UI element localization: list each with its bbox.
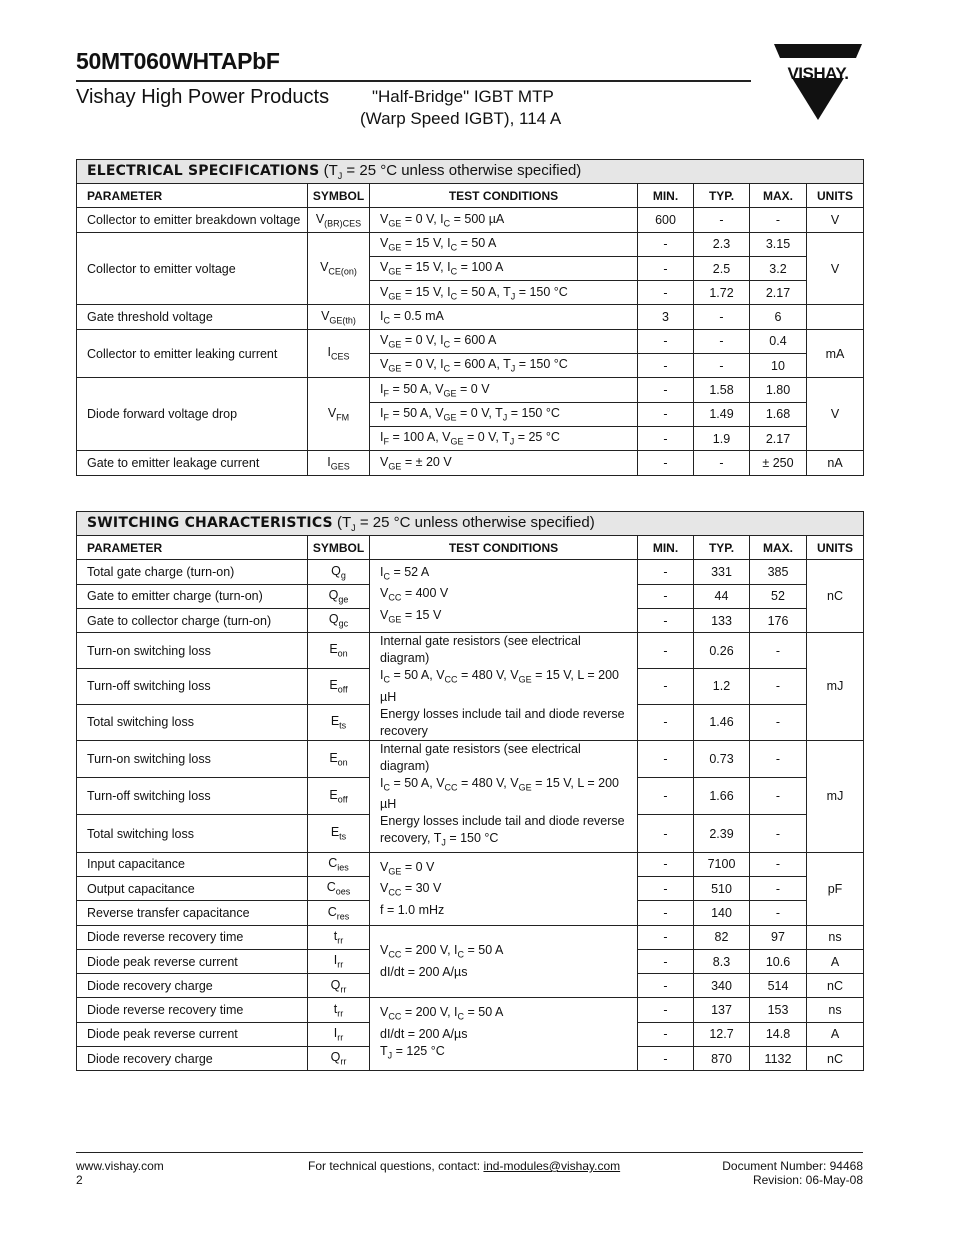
table-row [77, 852, 864, 876]
unit-cell: nC [807, 560, 864, 633]
col-header-min: MIN. [638, 536, 694, 560]
col-header-parameter: PARAMETER [77, 536, 308, 560]
param-cell: Diode forward voltage drop [77, 378, 308, 451]
min-cell: - [638, 402, 694, 426]
symbol-cell: $t_{rr}$ [308, 925, 370, 949]
typ-cell: 0.73 [694, 740, 750, 777]
max-cell: - [750, 876, 807, 900]
footer-revision: Revision: 06-May-08 [752, 1173, 863, 1187]
table-row [77, 378, 864, 402]
condition-line: f = 1.0 mHz [380, 902, 445, 917]
symbol-cell: $V_{FM}$ [308, 378, 370, 451]
table-row [77, 305, 864, 329]
symbol-cell: $C_{oes}$ [308, 876, 370, 900]
condition-cell: $V_{GE} = 0$ V, $I_C = 500$ µA [370, 208, 638, 232]
typ-cell: 12.7 [694, 1022, 750, 1046]
min-cell: - [638, 778, 694, 815]
subtitle-line-1: "Half-Bridge" IGBT MTP [372, 87, 554, 106]
table-condition: = 25 °C unless otherwise specified) [346, 162, 582, 179]
footer-contact-prefix: For technical questions, contact: [308, 1159, 481, 1173]
typ-cell: 7100 [694, 852, 750, 876]
min-cell: - [638, 329, 694, 353]
max-cell: 514 [750, 974, 807, 998]
min-cell: - [638, 378, 694, 402]
symbol-cell: $Q_{rr}$ [308, 1047, 370, 1071]
condition-cell: $V_{GE} = 0$ V $V_{CC} = 30$ V f = 1.0 mHz [370, 852, 638, 925]
footer-rule [76, 1152, 863, 1153]
condition-line: Energy losses include tail and diode reverse [380, 814, 625, 829]
typ-cell: 2.3 [694, 232, 750, 256]
unit-cell: mJ [807, 633, 864, 741]
unit-cell: mJ [807, 740, 864, 852]
max-cell: - [750, 901, 807, 925]
condition-cell: $V_{GE} = 15$ V, $I_C = 50$ A [370, 232, 638, 256]
min-cell: - [638, 584, 694, 608]
typ-cell: 137 [694, 998, 750, 1022]
min-cell: - [638, 974, 694, 998]
col-header-max: MAX. [750, 536, 807, 560]
max-cell: - [750, 778, 807, 815]
max-cell: 2.17 [750, 281, 807, 305]
symbol-cell: $V_{CE(on)}$ [308, 232, 370, 305]
table-caption: ELECTRICAL SPECIFICATIONS ($T_J = 25$ °C unless otherwise specified) [77, 160, 864, 184]
condition-line: dI/dt = 200 A/µs [380, 964, 468, 979]
table-caption-row [77, 512, 864, 536]
max-cell: 1132 [750, 1047, 807, 1071]
condition-cell: $I_C = 52$ A $V_{CC} = 400$ V $V_{GE} = 15$ V [370, 560, 638, 633]
max-cell: 3.2 [750, 256, 807, 280]
min-cell: - [638, 901, 694, 925]
footer-document-number: Document Number: 94468 [722, 1159, 863, 1173]
max-cell: 1.68 [750, 402, 807, 426]
col-header-test-conditions: TEST CONDITIONS [370, 184, 638, 208]
min-cell: - [638, 669, 694, 705]
symbol-cell: $E_{ts}$ [308, 704, 370, 740]
min-cell: - [638, 354, 694, 378]
brand-line: Vishay High Power Products [76, 86, 330, 108]
condition-line: Energy losses include tail and diode reverse [380, 706, 625, 721]
max-cell: 3.15 [750, 232, 807, 256]
param-cell: Diode recovery charge [77, 974, 308, 998]
document-subtitle [360, 86, 561, 130]
table-header-row [77, 184, 864, 208]
condition-cell: $V_{GE} = 0$ V, $I_C = 600$ A, $T_J = 150$ °C [370, 354, 638, 378]
table-title: ELECTRICAL SPECIFICATIONS [87, 163, 320, 179]
typ-cell: - [694, 305, 750, 329]
unit-cell: ns [807, 998, 864, 1022]
typ-cell: 140 [694, 901, 750, 925]
param-cell: Diode peak reverse current [77, 949, 308, 973]
table-row [77, 232, 864, 256]
condition-cell: $I_C = 0.5$ mA [370, 305, 638, 329]
symbol-cell: $I_{rr}$ [308, 949, 370, 973]
table-row [77, 925, 864, 949]
param-cell: Diode reverse recovery time [77, 925, 308, 949]
min-cell: 600 [638, 208, 694, 232]
param-cell: Turn-off switching loss [77, 778, 308, 815]
vishay-logo [770, 44, 866, 120]
condition-line: Internal gate resistors (see electrical diagram) [380, 634, 581, 666]
condition-line: Internal gate resistors (see electrical diagram) [380, 741, 581, 773]
typ-cell: 1.58 [694, 378, 750, 402]
min-cell: 3 [638, 305, 694, 329]
max-cell: 385 [750, 560, 807, 584]
unit-cell [807, 305, 864, 329]
table-row [77, 329, 864, 353]
typ-cell: 8.3 [694, 949, 750, 973]
max-cell: - [750, 208, 807, 232]
table-row [77, 633, 864, 669]
min-cell: - [638, 232, 694, 256]
unit-cell: ns [807, 925, 864, 949]
symbol-cell: $Q_{rr}$ [308, 974, 370, 998]
min-cell: - [638, 1022, 694, 1046]
min-cell: - [638, 704, 694, 740]
table-row [77, 740, 864, 777]
param-cell: Diode recovery charge [77, 1047, 308, 1071]
min-cell: - [638, 608, 694, 632]
max-cell: 176 [750, 608, 807, 632]
param-cell: Total gate charge (turn-on) [77, 560, 308, 584]
col-header-symbol: SYMBOL [308, 184, 370, 208]
symbol-cell: $Q_{ge}$ [308, 584, 370, 608]
unit-cell: V [807, 208, 864, 232]
max-cell: - [750, 669, 807, 705]
condition-line: recovery [380, 723, 428, 738]
min-cell: - [638, 876, 694, 900]
symbol-cell: $t_{rr}$ [308, 998, 370, 1022]
typ-cell: 1.2 [694, 669, 750, 705]
min-cell: - [638, 740, 694, 777]
symbol-cell: $E_{on}$ [308, 633, 370, 669]
typ-cell: 331 [694, 560, 750, 584]
max-cell: 0.4 [750, 329, 807, 353]
param-cell: Gate to emitter leakage current [77, 451, 308, 475]
param-cell: Input capacitance [77, 852, 308, 876]
header-rule [76, 80, 751, 82]
min-cell: - [638, 560, 694, 584]
unit-cell: pF [807, 852, 864, 925]
symbol-cell: $I_{rr}$ [308, 1022, 370, 1046]
table-caption-row [77, 160, 864, 184]
typ-cell: - [694, 451, 750, 475]
condition-cell: $V_{GE} = 0$ V, $I_C = 600$ A [370, 329, 638, 353]
symbol-cell: $E_{ts}$ [308, 815, 370, 852]
col-header-min: MIN. [638, 184, 694, 208]
min-cell: - [638, 949, 694, 973]
col-header-units: UNITS [807, 536, 864, 560]
table-caption: SWITCHING CHARACTERISTICS ($T_J = 25$ °C unless otherwise specified) [77, 512, 864, 536]
min-cell: - [638, 925, 694, 949]
max-cell: 10.6 [750, 949, 807, 973]
max-cell: 6 [750, 305, 807, 329]
switching-characteristics-table [76, 511, 864, 1071]
param-cell: Collector to emitter leaking current [77, 329, 308, 378]
typ-cell: 44 [694, 584, 750, 608]
param-cell: Collector to emitter voltage [77, 232, 308, 305]
table-condition: = 25 °C unless otherwise specified) [359, 514, 595, 531]
param-cell: Reverse transfer capacitance [77, 901, 308, 925]
param-cell: Diode peak reverse current [77, 1022, 308, 1046]
max-cell: 10 [750, 354, 807, 378]
table-row [77, 208, 864, 232]
min-cell: - [638, 815, 694, 852]
table-row [77, 560, 864, 584]
condition-cell: $I_F = 50$ A, $V_{GE} = 0$ V, $T_J = 150$ °C [370, 402, 638, 426]
symbol-cell: $Q_g$ [308, 560, 370, 584]
typ-cell: - [694, 354, 750, 378]
col-header-typ: TYP. [694, 536, 750, 560]
symbol-cell: $Q_{gc}$ [308, 608, 370, 632]
param-cell: Turn-on switching loss [77, 633, 308, 669]
param-cell: Turn-on switching loss [77, 740, 308, 777]
max-cell: - [750, 740, 807, 777]
condition-cell: $V_{GE} = 15$ V, $I_C = 100$ A [370, 256, 638, 280]
max-cell: 1.80 [750, 378, 807, 402]
min-cell: - [638, 426, 694, 450]
symbol-cell: $V_{(BR)CES}$ [308, 208, 370, 232]
min-cell: - [638, 633, 694, 669]
min-cell: - [638, 852, 694, 876]
param-cell: Gate threshold voltage [77, 305, 308, 329]
footer-contact [308, 1159, 620, 1173]
table-row [77, 451, 864, 475]
footer-website[interactable]: www.vishay.com [76, 1159, 164, 1173]
condition-cell: $I_F = 100$ A, $V_{GE} = 0$ V, $T_J = 25$ °C [370, 426, 638, 450]
unit-cell: nC [807, 1047, 864, 1071]
electrical-specifications-table [76, 159, 864, 476]
typ-cell: 0.26 [694, 633, 750, 669]
typ-cell: 133 [694, 608, 750, 632]
col-header-parameter: PARAMETER [77, 184, 308, 208]
symbol-cell: $I_{CES}$ [308, 329, 370, 378]
condition-cell: $V_{CC} = 200$ V, $I_C = 50$ A dI/dt = 200 A/µs $T_J = 125$ °C [370, 998, 638, 1071]
footer-page-number: 2 [76, 1173, 83, 1187]
symbol-cell: $E_{on}$ [308, 740, 370, 777]
typ-cell: 1.49 [694, 402, 750, 426]
symbol-cell: $C_{ies}$ [308, 852, 370, 876]
max-cell: - [750, 815, 807, 852]
param-cell: Gate to collector charge (turn-on) [77, 608, 308, 632]
param-cell: Diode reverse recovery time [77, 998, 308, 1022]
param-cell: Gate to emitter charge (turn-on) [77, 584, 308, 608]
unit-cell: A [807, 949, 864, 973]
typ-cell: 1.46 [694, 704, 750, 740]
typ-cell: 870 [694, 1047, 750, 1071]
max-cell: 14.8 [750, 1022, 807, 1046]
condition-cell: Internal gate resistors (see electrical diagram) $I_C = 50$ A, $V_{CC} = 480$ V, $V_{GE} = 15$ V, L = 200 µH Energy losses include tail and diode reverse recovery [370, 633, 638, 741]
unit-cell: A [807, 1022, 864, 1046]
part-number: 50MT060WHTAPbF [76, 48, 280, 74]
min-cell: - [638, 256, 694, 280]
logo-wordmark: VISHAY. [787, 64, 849, 83]
col-header-symbol: SYMBOL [308, 536, 370, 560]
typ-cell: 1.72 [694, 281, 750, 305]
col-header-test-conditions: TEST CONDITIONS [370, 536, 638, 560]
param-cell: Collector to emitter breakdown voltage [77, 208, 308, 232]
symbol-cell: $C_{res}$ [308, 901, 370, 925]
col-header-units: UNITS [807, 184, 864, 208]
max-cell: - [750, 633, 807, 669]
symbol-cell: $V_{GE(th)}$ [308, 305, 370, 329]
typ-cell: 1.66 [694, 778, 750, 815]
min-cell: - [638, 451, 694, 475]
symbol-cell: $I_{GES}$ [308, 451, 370, 475]
unit-cell: nC [807, 974, 864, 998]
min-cell: - [638, 998, 694, 1022]
typ-cell: 82 [694, 925, 750, 949]
condition-cell: $V_{CC} = 200$ V, $I_C = 50$ A dI/dt = 200 A/µs [370, 925, 638, 998]
typ-cell: - [694, 329, 750, 353]
footer-contact-email-link[interactable]: ind-modules@vishay.com [483, 1159, 621, 1173]
max-cell: ± 250 [750, 451, 807, 475]
symbol-cell: $E_{off}$ [308, 778, 370, 815]
col-header-typ: TYP. [694, 184, 750, 208]
typ-cell: 2.39 [694, 815, 750, 852]
typ-cell: 340 [694, 974, 750, 998]
max-cell: 52 [750, 584, 807, 608]
param-cell: Total switching loss [77, 704, 308, 740]
min-cell: - [638, 281, 694, 305]
max-cell: 97 [750, 925, 807, 949]
param-cell: Turn-off switching loss [77, 669, 308, 705]
typ-cell: 510 [694, 876, 750, 900]
typ-cell: 1.9 [694, 426, 750, 450]
condition-line: dI/dt = 200 A/µs [380, 1026, 468, 1041]
table-header-row [77, 536, 864, 560]
typ-cell: 2.5 [694, 256, 750, 280]
typ-cell: - [694, 208, 750, 232]
col-header-max: MAX. [750, 184, 807, 208]
subtitle-line-2: (Warp Speed IGBT), 114 A [360, 109, 562, 128]
param-cell: Total switching loss [77, 815, 308, 852]
table-row [77, 998, 864, 1022]
param-cell: Output capacitance [77, 876, 308, 900]
unit-cell: V [807, 378, 864, 451]
unit-cell: nA [807, 451, 864, 475]
min-cell: - [638, 1047, 694, 1071]
unit-cell: V [807, 232, 864, 305]
condition-cell: Internal gate resistors (see electrical diagram) $I_C = 50$ A, $V_{CC} = 480$ V, $V_{GE} = 15$ V, L = 200 µH Energy losses include tail and diode reverse recovery, $T_J = 150$ °C [370, 740, 638, 852]
max-cell: - [750, 852, 807, 876]
table-title: SWITCHING CHARACTERISTICS [87, 515, 333, 531]
symbol-cell: $E_{off}$ [308, 669, 370, 705]
max-cell: - [750, 704, 807, 740]
condition-cell: $I_F = 50$ A, $V_{GE} = 0$ V [370, 378, 638, 402]
condition-cell: $V_{GE}$ = ± 20 V [370, 451, 638, 475]
unit-cell: mA [807, 329, 864, 378]
max-cell: 153 [750, 998, 807, 1022]
max-cell: 2.17 [750, 426, 807, 450]
condition-cell: $V_{GE} = 15$ V, $I_C = 50$ A, $T_J = 150$ °C [370, 281, 638, 305]
